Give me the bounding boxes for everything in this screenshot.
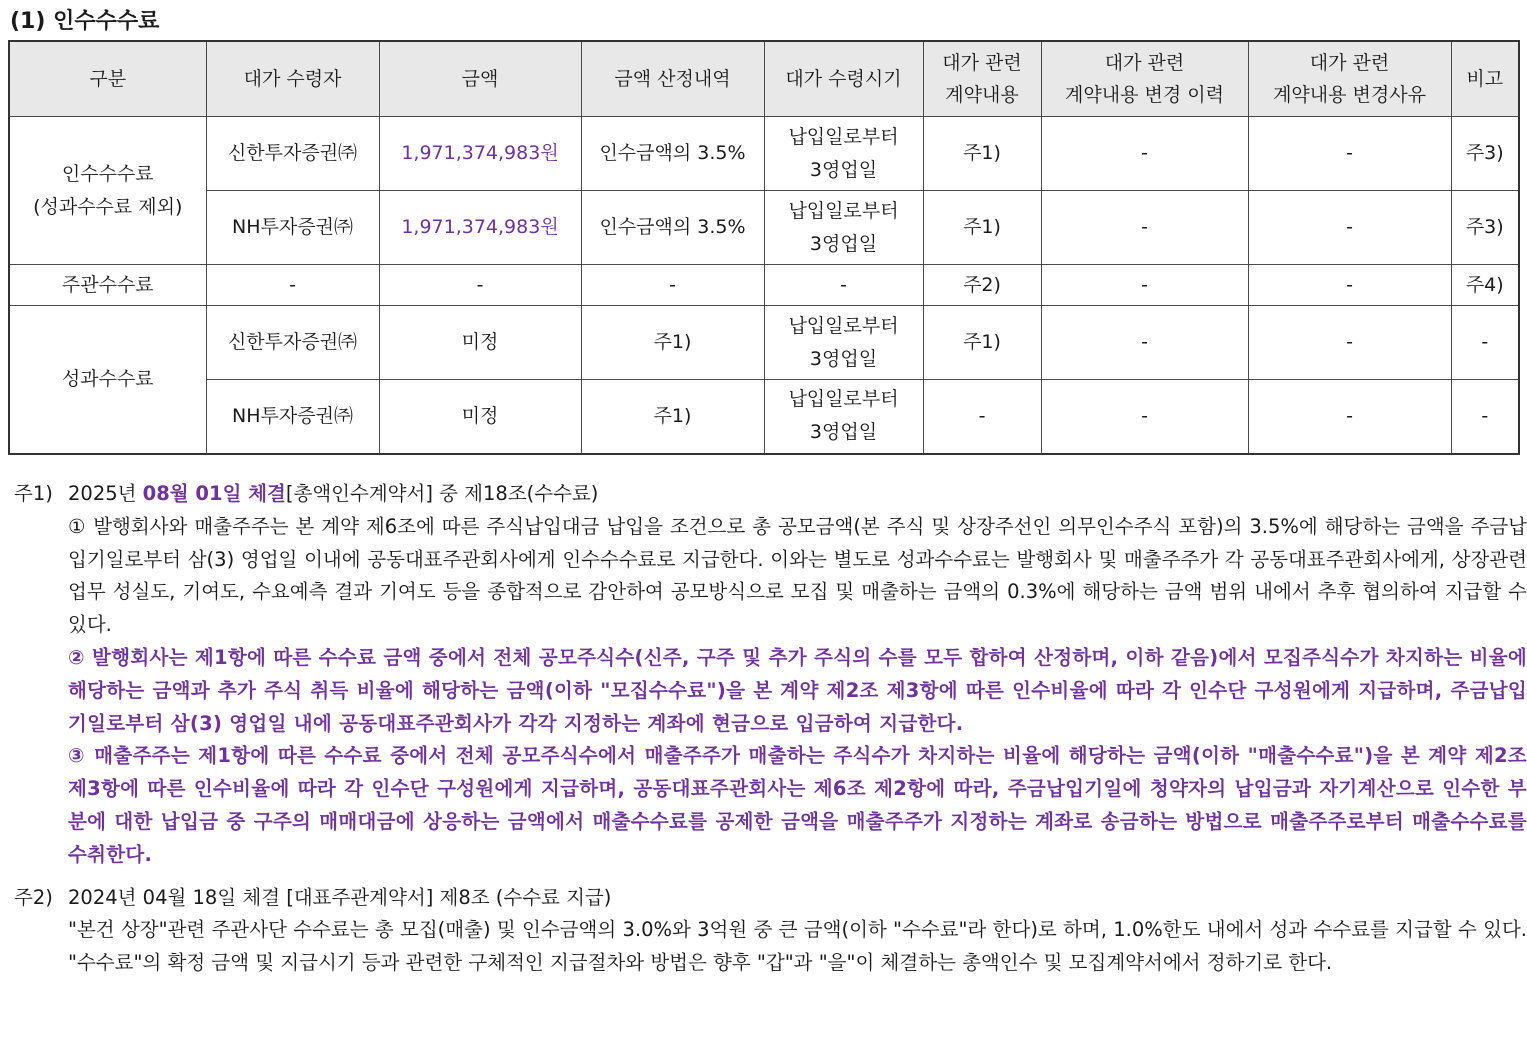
footnote-paragraph-highlight: ② 발행회사는 제1항에 따른 수수료 금액 중에서 전체 공모주식수(신주, 구주 및 추가 주식의 수를 모두 합하여 산정하며, 이하 같음)에서 모집주식수가 차지하는 비율에 해당하는 금액과 추가 주식 취득 비율에 해당하는 금액(이하 "모집수수료")을 본 계약 제2조 제3항에 따른 인수비율에 따라 각 인수단 구성원에게 지급하며, 주금납입기일로부터 삼(3) 영업일 내에 공동대표주관회사가 각각 지정하는 계좌에 현금으로 입금하여 지급한다. xyxy=(68,645,1527,735)
header-category: 구분 xyxy=(9,41,206,117)
contract-cell: 주1) xyxy=(923,117,1041,191)
reason-cell: - xyxy=(1248,306,1451,380)
table-row xyxy=(9,380,1519,454)
calc-cell: - xyxy=(581,265,764,306)
header-history: 대가 관련 계약내용 변경 이력 xyxy=(1041,41,1248,117)
fee-table xyxy=(8,40,1520,455)
history-cell: - xyxy=(1041,265,1248,306)
calc-cell: 인수금액의 3.5% xyxy=(581,191,764,265)
timing-cell: 납입일로부터 3영업일 xyxy=(764,306,923,380)
table-row xyxy=(9,306,1519,380)
header-row xyxy=(9,41,1519,117)
reason-cell: - xyxy=(1248,380,1451,454)
note-cell: 주4) xyxy=(1451,265,1519,306)
header-contract: 대가 관련 계약내용 xyxy=(923,41,1041,117)
table-row xyxy=(9,265,1519,306)
amount-cell: 미정 xyxy=(379,306,581,380)
amount-cell: 1,971,374,983원 xyxy=(379,117,581,191)
footnote-1 xyxy=(0,478,1527,872)
timing-cell: - xyxy=(764,265,923,306)
contract-cell: 주1) xyxy=(923,306,1041,380)
category-cell: 인수수수료 (성과수수료 제외) xyxy=(9,117,206,265)
amount-cell: 미정 xyxy=(379,380,581,454)
recipient-cell: 신한투자증권㈜ xyxy=(206,117,379,191)
calc-cell: 주1) xyxy=(581,380,764,454)
recipient-cell: 신한투자증권㈜ xyxy=(206,306,379,380)
reason-cell: - xyxy=(1248,265,1451,306)
timing-cell: 납입일로부터 3영업일 xyxy=(764,117,923,191)
recipient-cell: NH투자증권㈜ xyxy=(206,191,379,265)
header-amount: 금액 xyxy=(379,41,581,117)
calc-cell: 인수금액의 3.5% xyxy=(581,117,764,191)
footnote-paragraph: "본건 상장"관련 주관사단 수수료는 총 모집(매출) 및 인수금액의 3.0%와 3억원 중 큰 금액(이하 "수수료"라 한다)로 하며, 1.0%한도 내에서 성과 수수료를 지급할 수 있다. "수수료"의 확정 금액 및 지급시기 등과 관련한 구체적인 지급절차와 방법은 향후 "갑"과 "을"이 체결하는 총액인수 및 모집계약서에서 정하기로 한다. xyxy=(68,918,1527,975)
header-reason: 대가 관련 계약내용 변경사유 xyxy=(1248,41,1451,117)
category-cell: 주관수수료 xyxy=(9,265,206,306)
note-cell: - xyxy=(1451,306,1519,380)
history-cell: - xyxy=(1041,191,1248,265)
recipient-cell: NH투자증권㈜ xyxy=(206,380,379,454)
header-recipient: 대가 수령자 xyxy=(206,41,379,117)
footnote-2 xyxy=(0,882,1527,980)
reason-cell: - xyxy=(1248,191,1451,265)
history-cell: - xyxy=(1041,117,1248,191)
footnote-heading: 2025년 08월 01일 체결[총액인수계약서] 중 제18조(수수료) xyxy=(68,482,599,505)
footnote-label: 주2) xyxy=(14,885,53,909)
table-row xyxy=(9,191,1519,265)
note-cell: 주3) xyxy=(1451,191,1519,265)
footnotes xyxy=(0,478,1527,990)
history-cell: - xyxy=(1041,306,1248,380)
category-cell: 성과수수료 xyxy=(9,306,206,454)
amount-cell: - xyxy=(379,265,581,306)
recipient-cell: - xyxy=(206,265,379,306)
reason-cell: - xyxy=(1248,117,1451,191)
note-cell: - xyxy=(1451,380,1519,454)
footnote-paragraph-highlight: ③ 매출주주는 제1항에 따른 수수료 중에서 전체 공모주식수에서 매출주주가 매출하는 주식수가 차지하는 비율에 해당하는 금액(이하 "매출수수료")을 본 계약 제2조 제3항에 따른 인수비율에 따라 각 인수단 구성원에게 지급하며, 공동대표주관회사는 제6조 제2항에 따라, 주금납입기일에 청약자의 납입금과 자기계산으로 인수한 부분에 대한 납입금 중 구주의 매매대금에 상응하는 금액에서 매출수수료를 공제한 금액을 매출주주가 지정하는 계좌로 송금하는 방법으로 매출주주로부터 매출수수료를 수취한다. xyxy=(68,744,1527,866)
contract-cell: - xyxy=(923,380,1041,454)
section-title: (1) 인수수수료 xyxy=(10,9,160,34)
footnote-heading: 2024년 04월 18일 체결 [대표주관계약서] 제8조 (수수료 지급) xyxy=(68,885,612,909)
footnote-label: 주1) xyxy=(14,482,53,505)
table-row xyxy=(9,117,1519,191)
contract-cell: 주1) xyxy=(923,191,1041,265)
history-cell: - xyxy=(1041,380,1248,454)
header-calc: 금액 산정내역 xyxy=(581,41,764,117)
calc-cell: 주1) xyxy=(581,306,764,380)
header-timing: 대가 수령시기 xyxy=(764,41,923,117)
header-note: 비고 xyxy=(1451,41,1519,117)
contract-cell: 주2) xyxy=(923,265,1041,306)
amount-cell: 1,971,374,983원 xyxy=(379,191,581,265)
note-cell: 주3) xyxy=(1451,117,1519,191)
footnote-paragraph: ① 발행회사와 매출주주는 본 계약 제6조에 따른 주식납입대금 납입을 조건으로 총 공모금액(본 주식 및 상장주선인 의무인수주식 포함)의 3.5%에 해당하는 금액을 주금납입기일로부터 삼(3) 영업일 이내에 공동대표주관회사에게 인수수수료로 지급한다. 이와는 별도로 성과수수료는 발행회사 및 매출주주가 각 공동대표주관회사에게, 상장관련 업무 성실도, 기여도, 수요예측 결과 기여도 등을 종합적으로 감안하여 공모방식으로 모집 및 매출하는 금액의 0.3%에 해당하는 금액 범위 내에서 추후 협의하여 지급할 수 있다. xyxy=(68,514,1527,637)
contract-date-highlight: 08월 01일 체결 xyxy=(142,482,286,505)
timing-cell: 납입일로부터 3영업일 xyxy=(764,380,923,454)
timing-cell: 납입일로부터 3영업일 xyxy=(764,191,923,265)
